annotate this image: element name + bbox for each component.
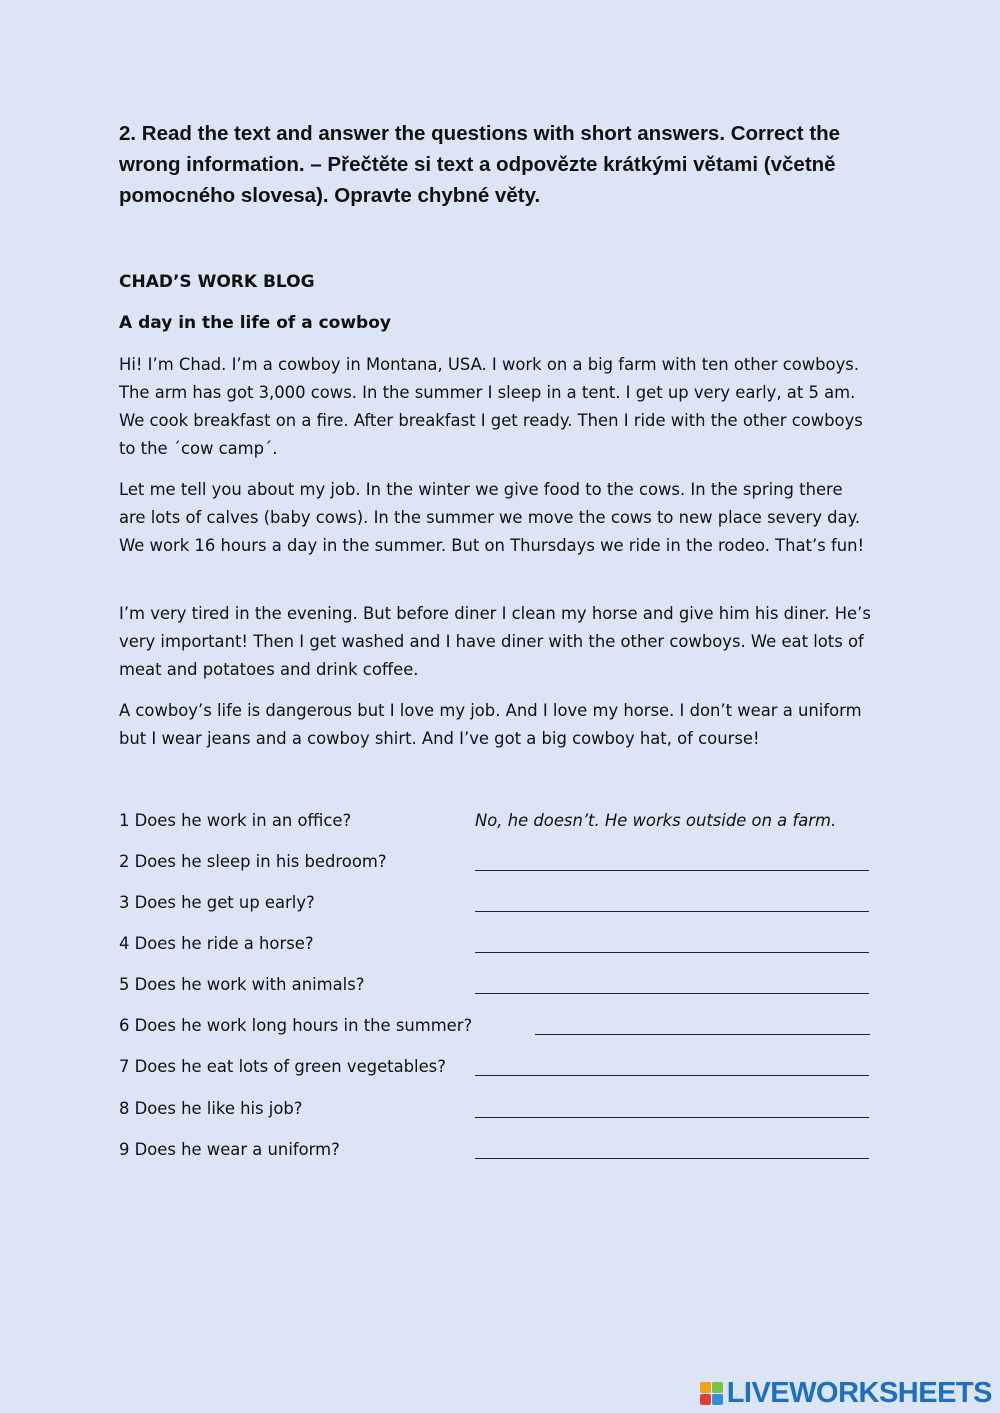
blog-subtitle: A day in the life of a cowboy [119, 313, 391, 333]
question-8: 8 Does he like his job? [119, 1099, 303, 1118]
question-5: 5 Does he work with animals? [119, 975, 365, 994]
question-3: 3 Does he get up early? [119, 893, 315, 912]
question-6: 6 Does he work long hours in the summer? [119, 1016, 473, 1035]
question-9: 9 Does he wear a uniform? [119, 1140, 340, 1159]
blog-title: CHAD’S WORK BLOG [119, 272, 315, 292]
question-7: 7 Does he eat lots of green vegetables? [119, 1057, 446, 1076]
answer-line-5[interactable] [475, 993, 869, 994]
question-2: 2 Does he sleep in his bedroom? [119, 852, 387, 871]
answer-line-6[interactable] [535, 1034, 870, 1035]
paragraph-1: Hi! I’m Chad. I’m a cowboy in Montana, USA. I work on a big farm with ten other cowboys. The arm has got 3,000 cows. In the summer I sleep in a tent. I get up very early, at 5 am. We cook breakfast on a fire. After breakfast I get ready. Then I ride with the other cowboys to the ´cow camp´. [119, 355, 863, 458]
answer-line-4[interactable] [475, 952, 869, 953]
answer-line-9[interactable] [475, 1158, 869, 1159]
question-1: 1 Does he work in an office? [119, 811, 352, 830]
liveworksheets-logo[interactable] [700, 1376, 992, 1410]
answer-line-7[interactable] [475, 1075, 869, 1076]
answer-line-2[interactable] [475, 870, 869, 871]
answer-line-3[interactable] [475, 911, 869, 912]
answer-line-8[interactable] [475, 1117, 869, 1118]
paragraph-2: Let me tell you about my job. In the winter we give food to the cows. In the spring there are lots of calves (baby cows). In the summer we move the cows to new place severy day. We work 16 hours a day in the summer. But on Thursdays we ride in the rodeo. That’s fun! [119, 480, 865, 555]
example-answer: No, he doesn’t. He works outside on a farm. [475, 811, 837, 830]
logo-squares-icon [700, 1382, 723, 1405]
instructions: 2. Read the text and answer the questions with short answers. Correct the wrong information. – Přečtěte si text a odpovězte krátkými větami (včetně pomocného slovesa). Opravte chybné věty. [119, 122, 841, 207]
paragraph-3: I’m very tired in the evening. But before diner I clean my horse and give him his diner. He’s very important! Then I get washed and I have diner with the other cowboys. We eat lots of meat and potatoes and drink coffee. [119, 604, 871, 679]
paragraph-4: A cowboy’s life is dangerous but I love my job. And I love my horse. I don’t wear a uniform but I wear jeans and a cowboy shirt. And I’ve got a big cowboy hat, of course! [119, 701, 862, 748]
question-4: 4 Does he ride a horse? [119, 934, 314, 953]
logo-text: LIVEWORKSHEETS [726, 1376, 992, 1409]
